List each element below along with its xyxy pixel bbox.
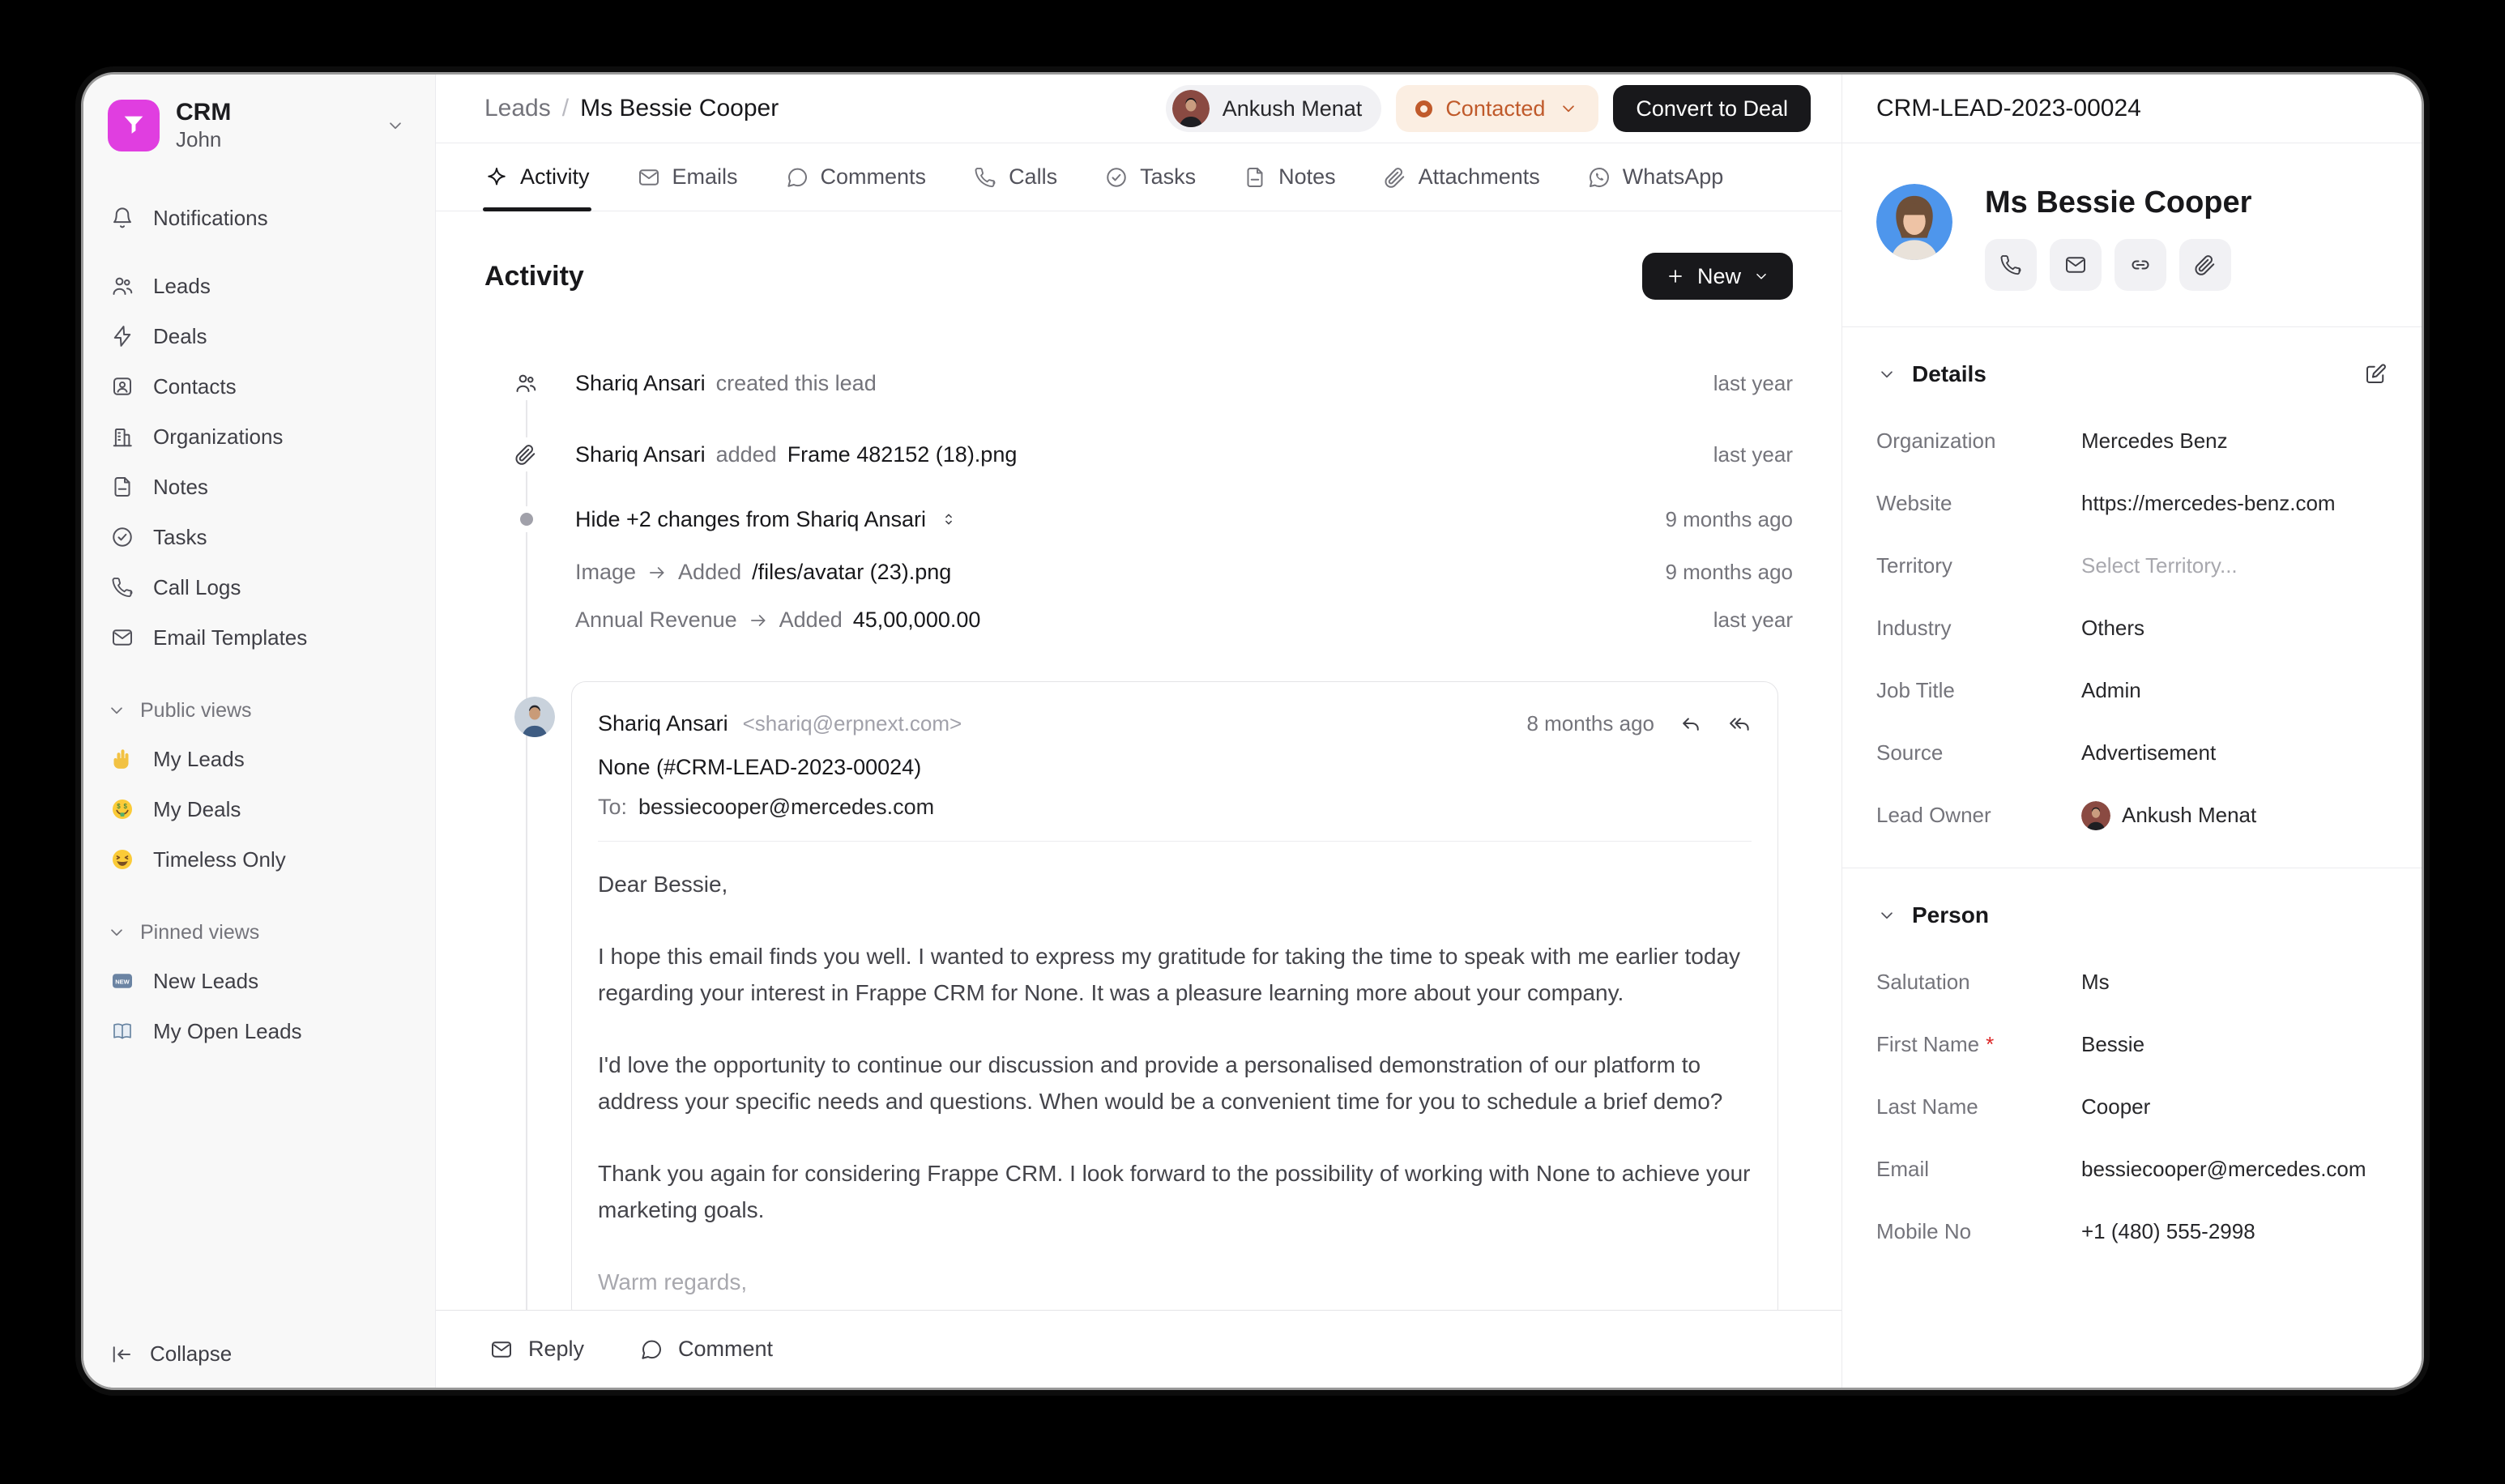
details-section-title: Details — [1912, 361, 1987, 386]
email-paragraph: Warm regards, — [598, 1269, 748, 1294]
zap-icon — [109, 324, 135, 348]
field-label: Job Title — [1876, 678, 1955, 702]
top-bar — [436, 75, 1841, 143]
tab-comments[interactable] — [785, 143, 927, 211]
change-value: 45,00,000.00 — [852, 608, 981, 632]
workspace-switcher[interactable] — [101, 96, 417, 156]
message-bubble-icon — [785, 165, 809, 190]
tab-calls[interactable] — [973, 143, 1057, 211]
comment-button[interactable] — [634, 1336, 778, 1362]
app-user: John — [176, 127, 222, 151]
tab-label: Tasks — [1140, 164, 1197, 189]
email-sender-address: <shariq@erpnext.com> — [742, 710, 962, 736]
feed-time: last year — [1713, 370, 1793, 395]
assignee-pill[interactable] — [1166, 85, 1382, 132]
email-paragraph: Dear Bessie, — [598, 872, 728, 897]
phone-icon — [973, 165, 997, 190]
new-button-label: New — [1696, 263, 1741, 288]
feed-time: 9 months ago — [1665, 506, 1793, 531]
sidebar-item-notifications[interactable] — [101, 193, 417, 243]
field-value[interactable]: +1 (480) 555-2998 — [2081, 1219, 2255, 1243]
crm-logo-icon — [108, 100, 160, 151]
change-action: Added — [678, 560, 742, 584]
feed-item-created — [484, 348, 1793, 419]
sidebar-item-label: Tasks — [153, 524, 207, 549]
sidebar-item-label: Organizations — [153, 424, 284, 449]
arrow-right-icon — [647, 562, 668, 583]
feed-change-annual-revenue — [484, 596, 1793, 644]
view-item-my-leads[interactable] — [101, 734, 417, 784]
crm-app-window — [83, 75, 2422, 1388]
change-value: /files/avatar (23).png — [752, 560, 952, 584]
status-label: Contacted — [1445, 96, 1546, 121]
reply-all-icon[interactable] — [1727, 711, 1752, 736]
collapse-sidebar-button[interactable] — [109, 1341, 232, 1367]
tab-label: Attachments — [1418, 164, 1540, 189]
feed-action: created this lead — [715, 370, 877, 395]
arrow-right-icon — [748, 610, 769, 631]
sidebar-item-label: Leads — [153, 273, 211, 298]
feed-item-attachment — [484, 419, 1793, 490]
field-label: Mobile No — [1876, 1219, 1972, 1243]
section-label: Public views — [140, 698, 252, 722]
status-dot-icon — [1415, 100, 1432, 117]
field-label: Email — [1876, 1157, 1930, 1181]
field-value[interactable]: Cooper — [2081, 1094, 2151, 1119]
sidebar-item-contacts[interactable] — [101, 361, 417, 412]
email-to-address[interactable]: bessiecooper@mercedes.com — [638, 795, 935, 819]
collapse-arrow-icon — [109, 1342, 134, 1367]
email-button[interactable] — [2050, 239, 2102, 291]
message-bubble-icon — [639, 1337, 664, 1362]
tab-emails[interactable] — [637, 143, 738, 211]
field-value[interactable]: https://mercedes-benz.com — [2081, 491, 2336, 515]
file-text-icon — [1243, 165, 1267, 190]
feed-time: 9 months ago — [1665, 560, 1793, 584]
chevron-down-icon — [106, 700, 127, 721]
required-asterisk: * — [1986, 1032, 1995, 1056]
field-label: Last Name — [1876, 1094, 1978, 1119]
tab-activity[interactable] — [484, 143, 590, 211]
mail-icon — [489, 1337, 514, 1362]
dot-icon — [520, 513, 533, 526]
view-item-label: My Open Leads — [153, 1018, 302, 1043]
reply-button[interactable] — [484, 1336, 589, 1362]
activity-timeline — [484, 348, 1793, 1310]
file-text-icon — [109, 475, 135, 499]
email-time: 8 months ago — [1526, 710, 1654, 736]
call-button[interactable] — [1985, 239, 2037, 291]
sidebar-item-label: Notifications — [153, 205, 268, 230]
rock-hand-emoji-icon — [109, 747, 135, 771]
sidebar-item-notes[interactable] — [101, 462, 417, 512]
view-item-new-leads[interactable] — [101, 956, 417, 1006]
paperclip-icon — [1383, 165, 1407, 190]
bell-icon — [109, 206, 135, 230]
tab-label: WhatsApp — [1622, 164, 1724, 189]
status-dropdown[interactable] — [1396, 85, 1598, 132]
contact-card-icon — [109, 374, 135, 399]
lead-details-panel — [1841, 75, 2422, 1388]
change-action: Added — [779, 608, 843, 632]
comment-label: Comment — [678, 1337, 774, 1361]
view-item-label: My Deals — [153, 796, 241, 821]
details-section — [1842, 327, 2422, 868]
tab-whatsapp[interactable] — [1587, 143, 1724, 211]
sidebar-item-email-templates[interactable] — [101, 612, 417, 663]
chevron-down-icon — [1752, 267, 1770, 285]
field-email — [1876, 1138, 2388, 1200]
section-label: Pinned views — [140, 920, 260, 944]
field-label: First Name * — [1876, 1032, 1995, 1056]
tab-label: Emails — [672, 164, 738, 189]
view-item-label: My Leads — [153, 746, 245, 771]
lead-name: Ms Bessie Cooper — [1985, 186, 2252, 220]
feed-time: last year — [1713, 441, 1793, 467]
new-button-emoji-icon — [109, 969, 135, 993]
field-label: Territory — [1876, 553, 1952, 578]
paperclip-icon — [514, 437, 538, 471]
field-source — [1876, 722, 2388, 784]
attach-button[interactable] — [2179, 239, 2231, 291]
sidebar-item-call-logs[interactable] — [101, 562, 417, 612]
tab-label: Activity — [520, 164, 590, 189]
breadcrumb-separator: / — [561, 95, 570, 122]
feed-time: last year — [1713, 608, 1793, 632]
breadcrumb-leads-link[interactable]: Leads — [484, 95, 551, 122]
field-lead-owner — [1876, 784, 2388, 846]
field-salutation — [1876, 951, 2388, 1013]
email-card — [571, 681, 1778, 1310]
section-pinned-views[interactable] — [101, 909, 417, 956]
tab-bar — [436, 143, 1841, 211]
owner-name: Ankush Menat — [2122, 803, 2257, 827]
collapse-label: Collapse — [150, 1341, 233, 1366]
activity-title: Activity — [484, 260, 584, 292]
sidebar-item-label: Contacts — [153, 373, 237, 399]
field-value[interactable]: Ms — [2081, 970, 2110, 994]
field-label: Industry — [1876, 616, 1952, 640]
lead-doc-id: CRM-LEAD-2023-00024 — [1842, 75, 2422, 143]
field-website — [1876, 472, 2388, 535]
breadcrumb-current: Ms Bessie Cooper — [580, 95, 779, 122]
field-first-name — [1876, 1013, 2388, 1076]
sidebar-item-label: Notes — [153, 474, 208, 499]
email-subject: None (#CRM-LEAD-2023-00024) — [598, 755, 922, 779]
field-organization — [1876, 410, 2388, 472]
person-section-title: Person — [1912, 902, 1989, 927]
tab-notes[interactable] — [1243, 143, 1336, 211]
convert-label: Convert to Deal — [1636, 96, 1788, 121]
view-item-label: Timeless Only — [153, 846, 286, 872]
sender-avatar — [514, 697, 555, 737]
field-last-name — [1876, 1076, 2388, 1138]
field-value[interactable]: Mercedes Benz — [2081, 429, 2228, 453]
view-item-my-deals[interactable] — [101, 784, 417, 834]
field-job-title — [1876, 659, 2388, 722]
tab-label: Notes — [1278, 164, 1336, 189]
field-mobile-no — [1876, 1200, 2388, 1263]
feed-actor: Shariq Ansari — [575, 441, 706, 467]
sidebar-item-label: Deals — [153, 323, 207, 348]
field-label: Salutation — [1876, 970, 1970, 994]
chevron-down-icon[interactable] — [1876, 905, 1897, 926]
sparkle-icon — [484, 165, 509, 190]
field-value[interactable] — [2081, 801, 2388, 830]
mail-icon — [637, 165, 661, 190]
feed-change-image — [484, 548, 1793, 596]
reply-icon[interactable] — [1679, 711, 1703, 736]
lead-avatar[interactable] — [1876, 184, 1952, 260]
email-body — [598, 866, 1752, 1300]
field-territory — [1876, 535, 2388, 597]
lead-profile — [1842, 143, 2422, 327]
tab-attachments[interactable] — [1383, 143, 1540, 211]
change-field: Annual Revenue — [575, 608, 737, 632]
sidebar-item-leads[interactable] — [101, 261, 417, 311]
field-value-placeholder[interactable]: Select Territory... — [2081, 553, 2238, 578]
edit-details-button[interactable] — [2363, 362, 2388, 386]
view-item-timeless-only[interactable] — [101, 834, 417, 885]
chevron-down-icon — [1558, 98, 1579, 119]
breadcrumb — [484, 95, 779, 122]
mail-icon — [109, 625, 135, 650]
assignee-name: Ankush Menat — [1222, 96, 1363, 121]
composer-bar — [436, 1310, 1841, 1388]
field-value[interactable]: Bessie — [2081, 1032, 2145, 1056]
email-to-label: To: — [598, 795, 628, 819]
chevron-down-icon[interactable] — [1876, 364, 1897, 385]
activity-panel — [436, 211, 1841, 1310]
users-icon — [514, 366, 538, 400]
email-paragraph: Thank you again for considering Frappe CRM. I look forward to the possibility of working with None to achieve your marketing goals. — [598, 1161, 1751, 1222]
feed-item-hide-changes — [484, 490, 1793, 548]
owner-avatar — [2081, 801, 2110, 830]
sidebar-item-label: Email Templates — [153, 625, 308, 650]
field-label: Source — [1876, 740, 1944, 765]
building-icon — [109, 424, 135, 449]
sidebar-item-deals[interactable] — [101, 311, 417, 361]
reply-label: Reply — [528, 1337, 585, 1361]
email-paragraph: I'd love the opportunity to continue our discussion and provide a personalised demonstration of our platform to address your specific needs and questions. When would be a convenient time for you to schedule a brief demo? — [598, 1052, 1723, 1114]
whatsapp-icon — [1587, 165, 1611, 190]
sidebar-item-organizations[interactable] — [101, 412, 417, 462]
email-paragraph: I hope this email finds you well. I wanted to express my gratitude for taking the time to speak with me earlier today regarding your interest in Frappe CRM for None. It was a pleasure learning more about your company. — [598, 944, 1741, 1005]
tab-label: Calls — [1009, 164, 1058, 189]
email-sender-name: Shariq Ansari — [598, 710, 728, 736]
chevron-down-icon — [106, 922, 127, 943]
view-item-my-open-leads[interactable] — [101, 1006, 417, 1056]
assignee-avatar — [1172, 90, 1210, 127]
sidebar — [83, 75, 436, 1388]
section-public-views[interactable] — [101, 687, 417, 734]
feed-object: Frame 482152 (18).png — [787, 441, 1018, 467]
new-button[interactable] — [1642, 253, 1793, 300]
view-item-label: New Leads — [153, 968, 259, 993]
open-book-emoji-icon — [109, 1019, 135, 1043]
hide-changes-toggle[interactable]: Hide +2 changes from Shariq Ansari — [575, 506, 926, 531]
app-name: CRM — [176, 99, 232, 126]
link-button[interactable] — [2115, 239, 2166, 291]
feed-action: added — [715, 441, 777, 467]
chevron-down-icon — [385, 115, 406, 136]
plus-icon — [1665, 266, 1686, 287]
field-label: Lead Owner — [1876, 803, 1991, 827]
feed-actor: Shariq Ansari — [575, 370, 706, 395]
users-icon — [109, 274, 135, 298]
laughing-face-emoji-icon — [109, 847, 135, 872]
check-circle-icon — [109, 525, 135, 549]
convert-to-deal-button[interactable] — [1613, 85, 1811, 132]
field-label: Organization — [1876, 429, 1996, 453]
field-value[interactable]: Advertisement — [2081, 740, 2217, 765]
change-field: Image — [575, 560, 637, 584]
tab-tasks[interactable] — [1104, 143, 1196, 211]
field-value[interactable]: Others — [2081, 616, 2145, 640]
tab-label: Comments — [820, 164, 927, 189]
main-area — [436, 75, 1841, 1388]
field-value[interactable]: bessiecooper@mercedes.com — [2081, 1157, 2366, 1181]
field-label: Website — [1876, 491, 1952, 515]
chevrons-up-down-icon[interactable] — [940, 510, 958, 528]
check-circle-icon — [1104, 165, 1129, 190]
field-value[interactable]: Admin — [2081, 678, 2141, 702]
field-industry — [1876, 597, 2388, 659]
person-section — [1842, 868, 2422, 1284]
money-mouth-face-emoji-icon — [109, 797, 135, 821]
sidebar-item-tasks[interactable] — [101, 512, 417, 562]
phone-icon — [109, 575, 135, 599]
sidebar-item-label: Call Logs — [153, 574, 241, 599]
